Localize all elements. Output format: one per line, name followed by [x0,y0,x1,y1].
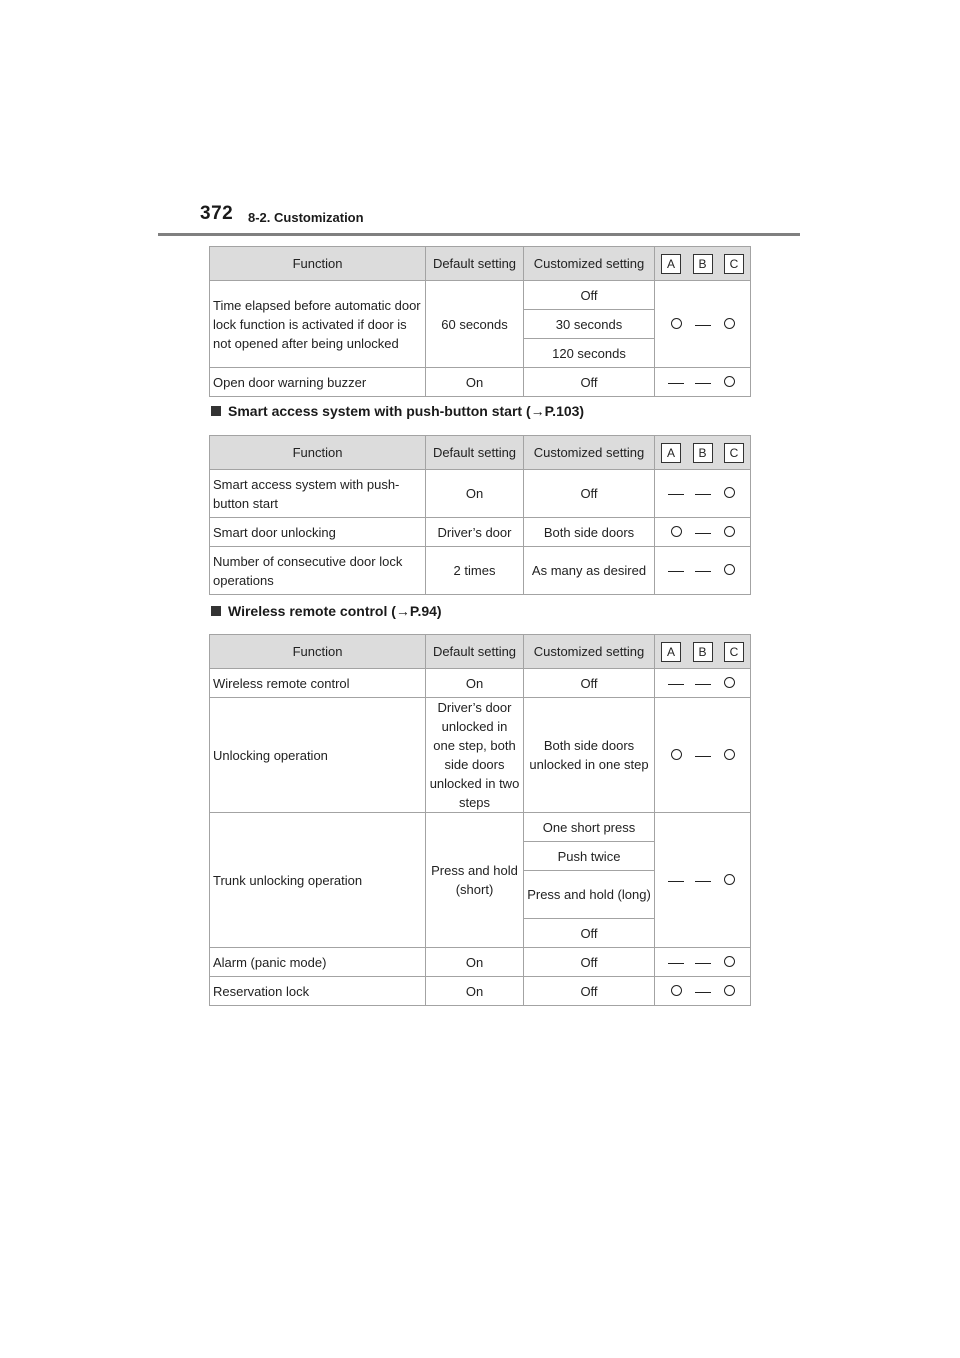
abc-cell [655,698,751,813]
abc-cell [655,547,751,595]
default-cell: On [426,948,524,977]
custom-cell: Off [524,919,655,948]
col-header-abc [655,635,751,669]
available-circle-icon-c [721,746,737,765]
square-bullet-icon [211,606,221,616]
table-door-lock [209,246,751,397]
function-cell: Alarm (panic mode) [210,948,426,977]
abc-cell [655,813,751,948]
unavailable-dash-icon-b [695,561,711,580]
unavailable-dash-icon-b [695,373,711,392]
abc-cell [655,281,751,368]
arrow-icon: → [395,603,410,619]
function-cell: Open door warning buzzer [210,368,426,397]
section-title: 8-2. Customization [248,210,364,225]
unavailable-dash-icon-a [668,871,684,890]
available-circle-icon-a [668,982,684,1001]
unavailable-dash-icon-b [695,484,711,503]
abc-cell [655,948,751,977]
table-row [210,470,751,518]
col-header-function: Function [210,436,426,470]
available-circle-icon-c [721,953,737,972]
available-circle-icon-c [721,484,737,503]
custom-cell: 30 seconds [524,310,655,339]
col-header-customized: Customized setting [524,436,655,470]
table-row [210,698,751,813]
col-header-customized: Customized setting [524,247,655,281]
unavailable-dash-icon-b [695,674,711,693]
unavailable-dash-icon-b [695,982,711,1001]
col-header-abc [655,247,751,281]
custom-cell: One short press [524,813,655,842]
function-cell: Reservation lock [210,977,426,1006]
page-reference-link[interactable]: P.94) [409,603,442,619]
custom-cell: Off [524,470,655,518]
table-row [210,669,751,698]
table-wireless-remote [209,634,751,1006]
unavailable-dash-icon-b [695,315,711,334]
letter-c-box: C [724,642,744,662]
unavailable-dash-icon-b [695,746,711,765]
unavailable-dash-icon-b [695,523,711,542]
square-bullet-icon [211,406,221,416]
custom-cell: 120 seconds [524,339,655,368]
function-cell: Wireless remote control [210,669,426,698]
available-circle-icon-c [721,674,737,693]
default-cell: On [426,669,524,698]
header-rule [158,233,800,236]
table-header-row [210,247,751,281]
letter-a-box: A [661,443,681,463]
col-header-abc [655,436,751,470]
custom-cell: Off [524,669,655,698]
col-header-default: Default setting [426,635,524,669]
col-header-function: Function [210,247,426,281]
function-cell: Time elapsed before automatic door lock function is activated if door is not opened after being unlocked [210,281,426,368]
available-circle-icon-c [721,871,737,890]
default-cell: Driver’s door [426,518,524,547]
col-header-customized: Customized setting [524,635,655,669]
available-circle-icon-c [721,373,737,392]
custom-cell: Push twice [524,842,655,871]
unavailable-dash-icon-b [695,871,711,890]
section-heading-smart-access: Smart access system with push-button start (→P.103) [211,403,584,419]
default-cell: On [426,977,524,1006]
unavailable-dash-icon-b [695,953,711,972]
available-circle-icon-c [721,315,737,334]
letter-a-box: A [661,642,681,662]
table-row [210,368,751,397]
default-cell: Driver’s door unlocked in one step, both side doors unlocked in two steps [426,698,524,813]
function-cell: Number of consecutive door lock operations [210,547,426,595]
available-circle-icon-c [721,561,737,580]
letter-a-box: A [661,254,681,274]
abc-cell [655,669,751,698]
unavailable-dash-icon-a [668,484,684,503]
custom-cell: Off [524,977,655,1006]
abc-cell [655,977,751,1006]
table-row [210,281,751,310]
custom-cell: Off [524,368,655,397]
letter-c-box: C [724,254,744,274]
table-header-row [210,436,751,470]
default-cell: On [426,368,524,397]
abc-cell [655,518,751,547]
table-row [210,547,751,595]
available-circle-icon-c [721,523,737,542]
page-reference-link[interactable]: P.103) [544,403,585,419]
table-row [210,977,751,1006]
letter-c-box: C [724,443,744,463]
available-circle-icon-c [721,982,737,1001]
unavailable-dash-icon-a [668,674,684,693]
available-circle-icon-a [668,315,684,334]
table-row [210,518,751,547]
unavailable-dash-icon-a [668,953,684,972]
function-cell: Trunk unlocking operation [210,813,426,948]
function-cell: Smart access system with push-button start [210,470,426,518]
default-cell: Press and hold (short) [426,813,524,948]
letter-b-box: B [693,254,713,274]
letter-b-box: B [693,443,713,463]
col-header-function: Function [210,635,426,669]
custom-cell: Off [524,281,655,310]
function-cell: Unlocking operation [210,698,426,813]
available-circle-icon-a [668,523,684,542]
custom-cell: Both side doors unlocked in one step [524,698,655,813]
function-cell: Smart door unlocking [210,518,426,547]
default-cell: 2 times [426,547,524,595]
unavailable-dash-icon-a [668,561,684,580]
custom-cell: Off [524,948,655,977]
unavailable-dash-icon-a [668,373,684,392]
default-cell: 60 seconds [426,281,524,368]
section-heading-wireless-remote: Wireless remote control (→P.94) [211,603,442,619]
custom-cell: As many as desired [524,547,655,595]
col-header-default: Default setting [426,247,524,281]
abc-cell [655,368,751,397]
custom-cell: Press and hold (long) [524,871,655,919]
table-smart-access [209,435,751,595]
abc-cell [655,470,751,518]
page-number: 372 [200,203,234,224]
table-row [210,948,751,977]
page-header [200,203,800,235]
letter-b-box: B [693,642,713,662]
table-header-row [210,635,751,669]
available-circle-icon-a [668,746,684,765]
default-cell: On [426,470,524,518]
custom-cell: Both side doors [524,518,655,547]
table-row [210,813,751,842]
col-header-default: Default setting [426,436,524,470]
arrow-icon: → [530,403,545,419]
